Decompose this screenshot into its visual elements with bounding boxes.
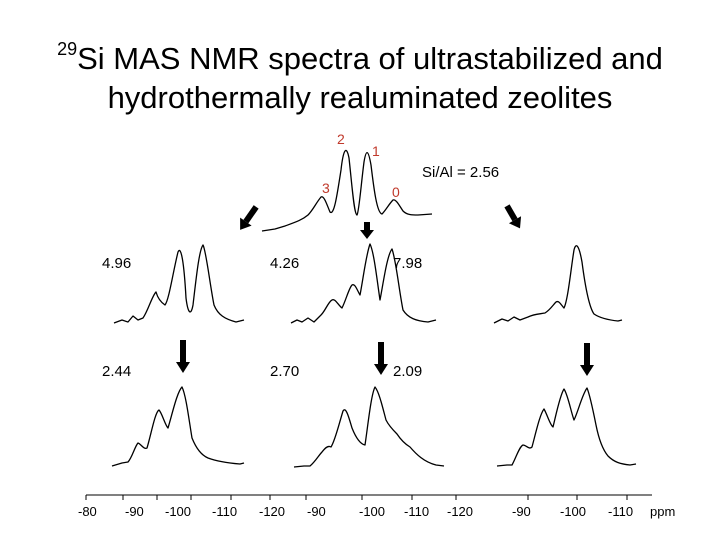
x-tick-label: -80 xyxy=(78,504,97,519)
x-tick-label: -120 xyxy=(447,504,474,519)
title-line-1-text: Si MAS NMR spectra of ultrastabilized and xyxy=(77,41,663,76)
arrow-down-left-icon xyxy=(234,203,262,234)
x-tick-label: -100 xyxy=(560,504,587,519)
peak-label-3: 3 xyxy=(322,180,330,196)
spectrum-row2-col2 xyxy=(294,387,444,467)
sample-ratio-row1-col2: 4.26 xyxy=(270,255,300,272)
spectrum-row1-col1 xyxy=(114,245,244,323)
sample-ratio-row2-col2: 2.70 xyxy=(270,363,300,380)
sample-ratio-row2-col1: 2.44 xyxy=(102,363,132,380)
spectrum-top xyxy=(262,150,432,231)
arrow-down-icon xyxy=(176,340,190,373)
sample-ratio-row1-col1: 4.96 xyxy=(102,255,132,272)
sample-ratio-row2-col3: 2.09 xyxy=(393,363,423,380)
arrow-down-icon xyxy=(360,222,374,239)
x-axis xyxy=(86,495,652,500)
arrow-down-icon xyxy=(374,342,388,375)
peak-label-1: 1 xyxy=(372,143,380,159)
x-tick-label: -110 xyxy=(404,504,430,519)
x-tick-label: -90 xyxy=(307,504,326,519)
x-tick-label: -110 xyxy=(608,504,634,519)
title-superscript: 29 xyxy=(57,39,78,59)
peak-label-0: 0 xyxy=(392,184,400,200)
sample-ratio-row1-col3: 7.98 xyxy=(393,255,423,272)
x-tick-label: -90 xyxy=(512,504,531,519)
x-tick-label: -100 xyxy=(165,504,192,519)
arrow-down-right-icon xyxy=(501,202,526,232)
spectrum-row2-col1 xyxy=(112,387,244,466)
top-ratio-label: Si/Al = 2.56 xyxy=(422,164,500,181)
x-tick-label: -90 xyxy=(125,504,144,519)
spectrum-row1-col3 xyxy=(494,246,622,323)
x-tick-label: -100 xyxy=(359,504,386,519)
peak-label-2: 2 xyxy=(337,131,345,147)
x-tick-label: -110 xyxy=(212,504,238,519)
arrow-down-icon xyxy=(580,343,594,376)
x-tick-label: -120 xyxy=(259,504,286,519)
title-line-2: hydrothermally realuminated zeolites xyxy=(107,80,613,115)
spectrum-row2-col3 xyxy=(497,388,636,466)
x-axis-unit: ppm xyxy=(650,504,676,519)
